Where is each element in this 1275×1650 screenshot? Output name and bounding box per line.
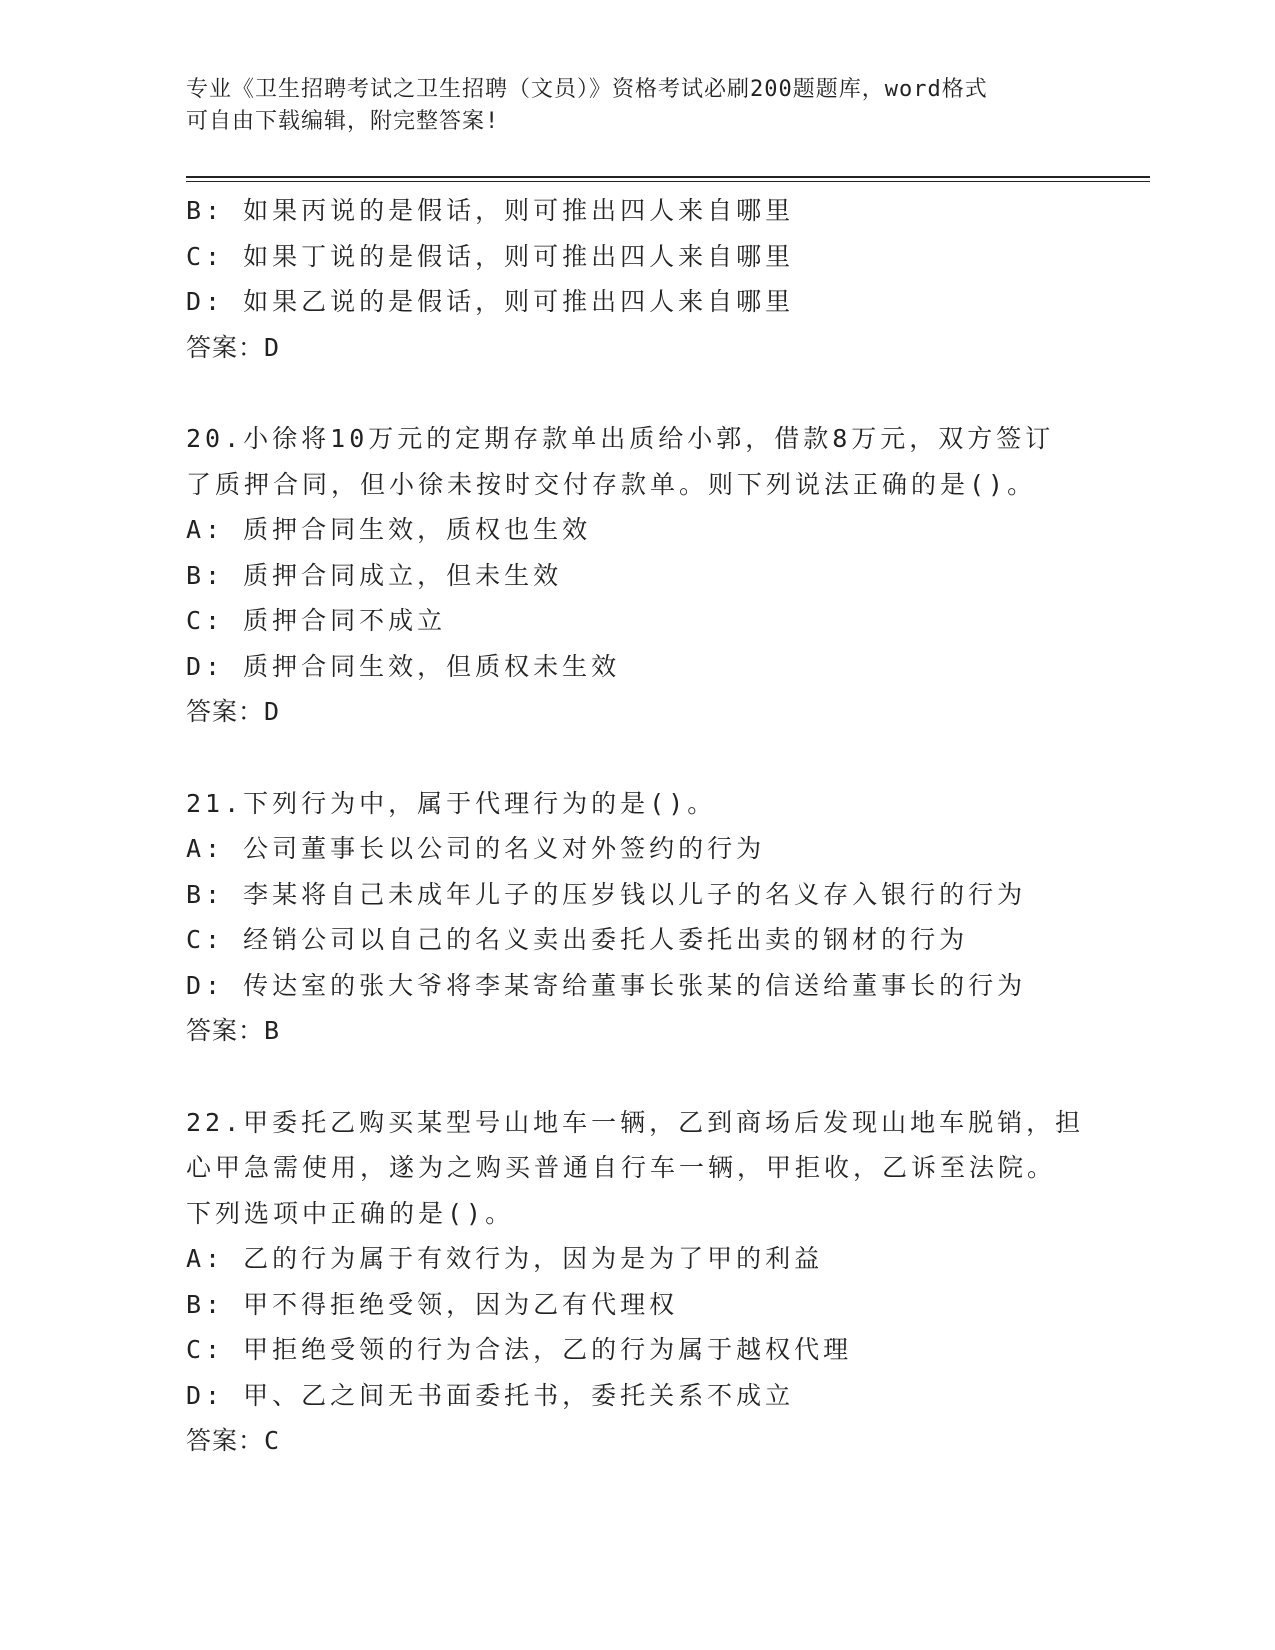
answer-line: 答案：D	[186, 697, 281, 726]
spacer	[186, 370, 1126, 416]
question-21	[186, 781, 1126, 1054]
answer-line: 答案：D	[186, 332, 281, 362]
spacer	[186, 1054, 1126, 1100]
option-d: D: 传达室的张大爷将李某寄给董事长张某的信送给董事长的行为	[186, 970, 1027, 1000]
question-stem: 心甲急需使用，遂为之购买普通自行车一辆，甲拒收，乙诉至法院。	[186, 1153, 1057, 1182]
header-line-1: 专业《卫生招聘考试之卫生招聘（文员）》资格考试必刷200题题库，word格式	[186, 77, 988, 102]
prev-question-block	[186, 188, 1126, 370]
option-d: D: 甲、乙之间无书面委托书，委托关系不成立	[186, 1380, 795, 1410]
option-d: D: 如果乙说的是假话，则可推出四人来自哪里	[186, 287, 795, 316]
option-b: B: 质押合同成立，但未生效	[186, 560, 563, 590]
answer-line: 答案：C	[186, 1426, 281, 1455]
option-c: C: 如果丁说的是假话，则可推出四人来自哪里	[186, 241, 795, 271]
question-stem: 22.甲委托乙购买某型号山地车一辆，乙到商场后发现山地车脱销，担	[186, 1107, 1085, 1137]
header-divider-thin	[186, 181, 1150, 182]
spacer	[186, 735, 1126, 781]
question-20	[186, 416, 1126, 735]
question-stem: 了质押合同，但小徐未按时交付存款单。则下列说法正确的是()。	[186, 469, 1037, 499]
option-c: C: 甲拒绝受领的行为合法，乙的行为属于越权代理	[186, 1335, 853, 1364]
question-stem: 21.下列行为中，属于代理行为的是()。	[186, 788, 717, 818]
option-c: C: 质押合同不成立	[186, 606, 447, 635]
option-a: A: 公司董事长以公司的名义对外签约的行为	[186, 834, 766, 863]
option-c: C: 经销公司以自己的名义卖出委托人委托出卖的钢材的行为	[186, 925, 969, 954]
question-stem: 下列选项中正确的是()。	[186, 1198, 515, 1228]
option-d: D: 质押合同生效，但质权未生效	[186, 651, 621, 681]
option-b: B: 甲不得拒绝受领，因为乙有代理权	[186, 1289, 679, 1319]
question-22	[186, 1100, 1126, 1464]
answer-line: 答案：B	[186, 1016, 281, 1045]
option-a: A: 乙的行为属于有效行为，因为是为了甲的利益	[186, 1244, 824, 1273]
question-stem: 20.小徐将10万元的定期存款单出质给小郭，借款8万元，双方签订	[186, 424, 1055, 453]
option-b: B: 如果丙说的是假话，则可推出四人来自哪里	[186, 196, 795, 225]
option-a: A: 质押合同生效，质权也生效	[186, 515, 592, 544]
document-header	[186, 74, 1086, 138]
question-list	[186, 188, 1126, 1464]
header-divider-thick	[186, 176, 1150, 178]
header-line-2: 可自由下载编辑，附完整答案!	[186, 109, 500, 134]
option-b: B: 李某将自己未成年儿子的压岁钱以儿子的名义存入银行的行为	[186, 879, 1027, 909]
